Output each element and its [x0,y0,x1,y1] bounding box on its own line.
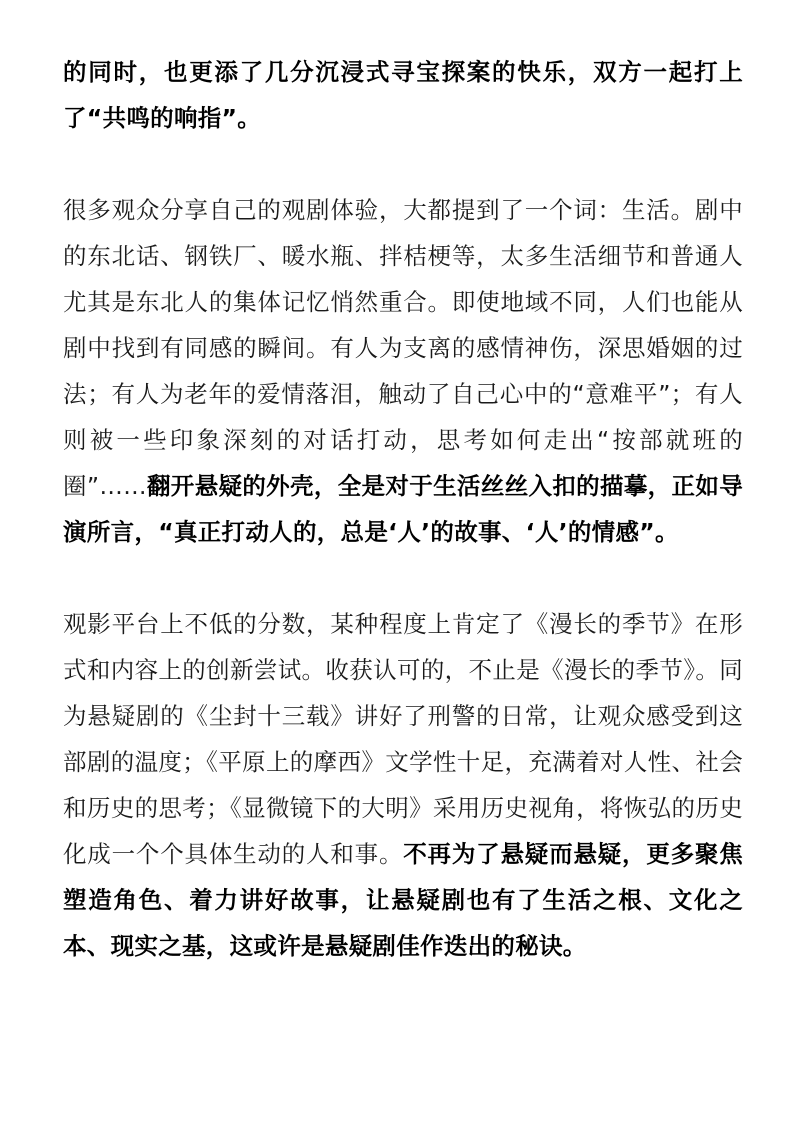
paragraph-2-text: 很多观众分享自己的观剧体验，大都提到了一个词：生活。剧中的东北话、钢铁厂、暖水瓶、拌桔梗等，太多生活细节和普通人尤其是东北人的集体记忆悄然重合。即使地域不同，人们也能从剧中找到有同感的瞬间。有人为支离的感情神伤，深思婚姻的过法；有人为老年的爱情落泪，触动了自己心中的“意难平”；有人则被一些印象深刻的对话打动，思考如何走出“按部就班的圈”…… [63,196,743,500]
article-body [63,49,743,969]
paragraph-3-bold-text: 不再为了悬疑而悬疑，更多聚焦塑造角色、着力讲好故事，让悬疑剧也有了生活之根、文化之本、现实之基，这或许是悬疑剧佳作迭出的秘诀。 [63,840,743,960]
paragraph-3-text: 观影平台上不低的分数，某种程度上肯定了《漫长的季节》在形式和内容上的创新尝试。收获认可的，不止是《漫长的季节》。同为悬疑剧的《尘封十三载》讲好了刑警的日常，让观众感受到这部剧的温度；《平原上的摩西》文学性十足，充满着对人性、社会和历史的思考；《显微镜下的大明》采用历史视角，将恢弘的历史化成一个个具体生动的人和事。 [63,610,743,868]
paragraph-1 [63,49,743,141]
paragraph-2 [63,187,743,555]
paragraph-3 [63,601,743,969]
paragraph-1-bold-text: 的同时，也更添了几分沉浸式寻宝探案的快乐，双方一起打上了“共鸣的响指”。 [63,58,743,132]
paragraph-2-bold-text: 翻开悬疑的外壳，全是对于生活丝丝入扣的描摹，正如导演所言，“真正打动人的，总是‘人’的故事、‘人’的情感”。 [63,472,744,546]
